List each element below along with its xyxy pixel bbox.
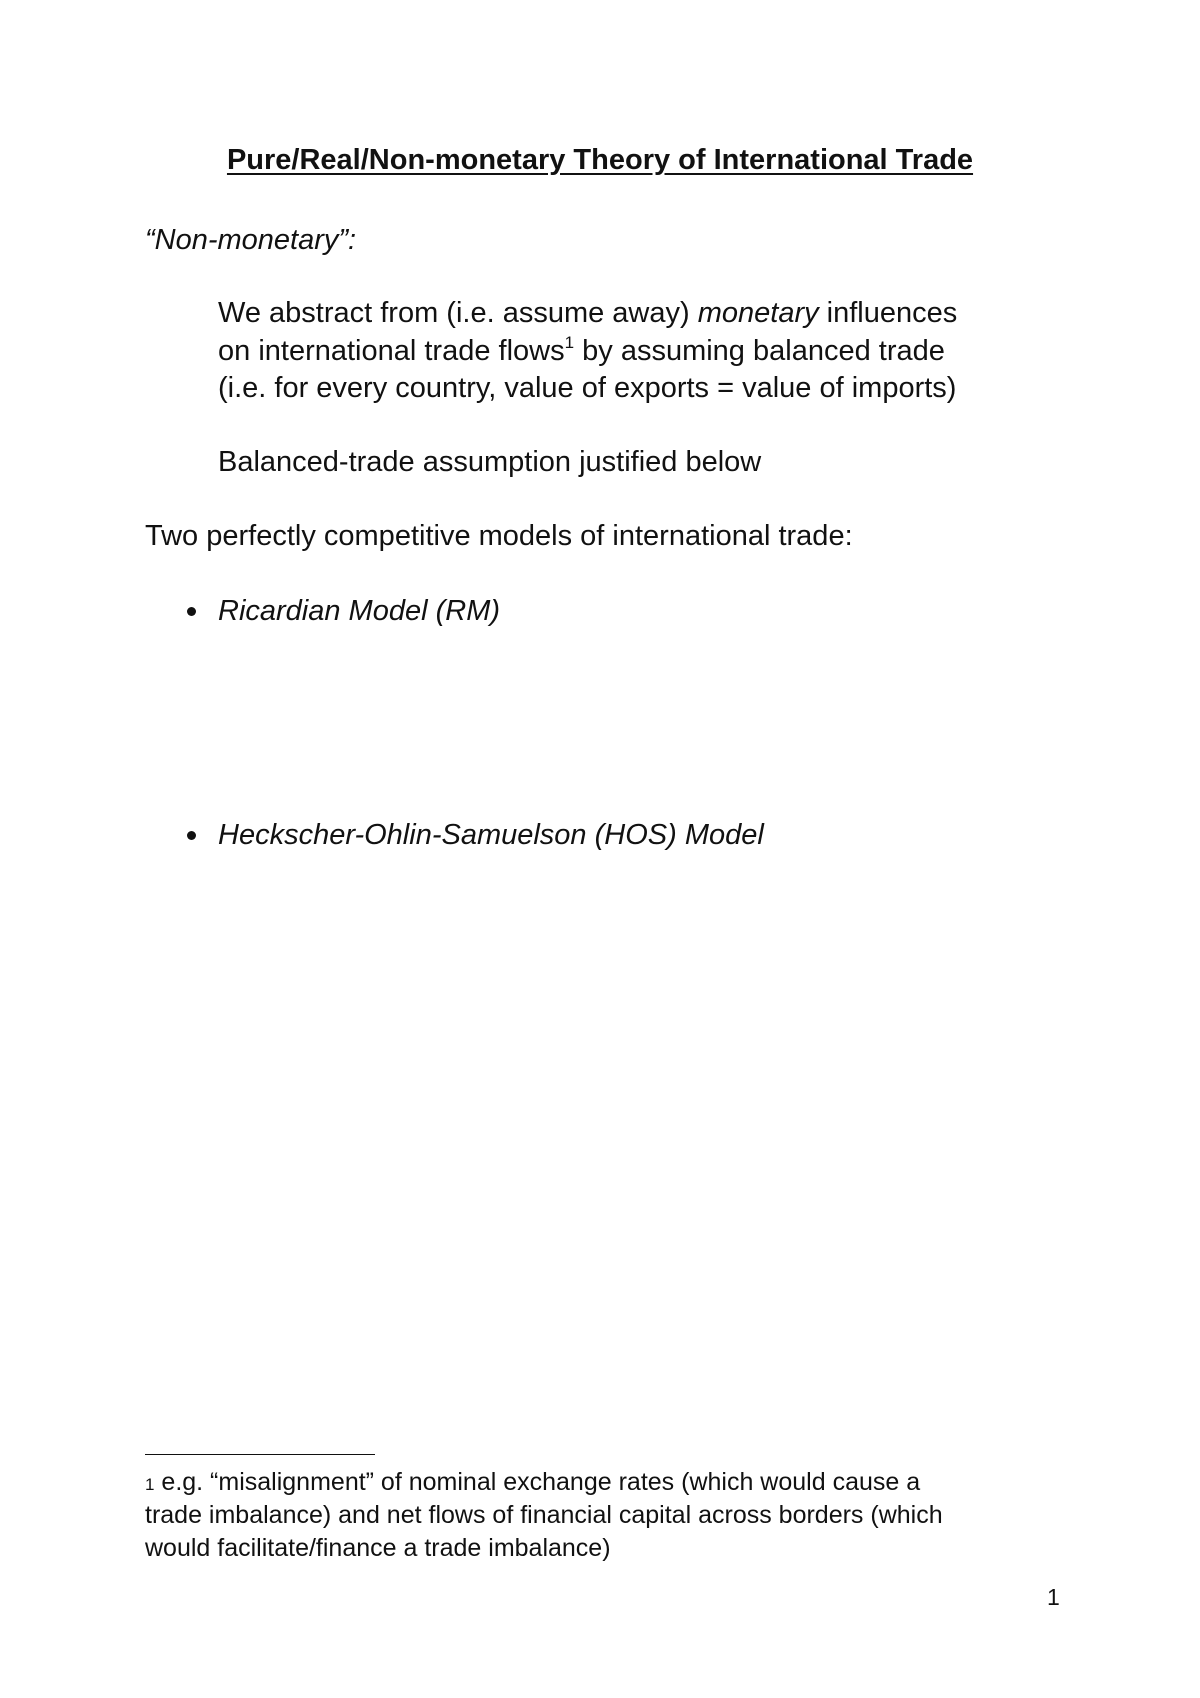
bullet-icon [187, 607, 196, 616]
intro-line-2-text: on international trade flows [218, 335, 565, 367]
intro-line-2 [218, 333, 945, 370]
section-label: “Non-monetary”: [145, 224, 357, 256]
justification-text: Balanced-trade assumption justified below [218, 446, 762, 478]
models-intro: Two perfectly competitive models of international trade: [145, 520, 853, 552]
intro-line-1 [218, 295, 957, 332]
intro-emphasis: monetary [697, 297, 819, 329]
footnote-line-1-text: e.g. “misalignment” of nominal exchange rates (which would cause a [154, 1468, 921, 1496]
model-item-ricardian: Ricardian Model (RM) [218, 595, 501, 627]
footnote-reference: 1 [564, 333, 575, 352]
intro-line-1-end: influences [818, 297, 958, 329]
footnote-separator [145, 1454, 375, 1455]
bullet-icon [187, 831, 196, 840]
footnote-mark: 1 [145, 1475, 155, 1494]
footnote-line-3: would facilitate/finance a trade imbalance) [145, 1534, 611, 1562]
model-item-hos: Heckscher-Ohlin-Samuelson (HOS) Model [218, 819, 764, 851]
footnote-line-2: trade imbalance) and net flows of financial capital across borders (which [145, 1501, 943, 1529]
intro-line-3: (i.e. for every country, value of exports = value of imports) [218, 372, 957, 404]
intro-line-1-text: We abstract from (i.e. assume away) [218, 297, 698, 329]
page-number: 1 [1047, 1584, 1060, 1610]
footnote-line-1 [145, 1466, 920, 1501]
intro-line-2-end: by assuming balanced trade [574, 335, 945, 367]
page-title: Pure/Real/Non-monetary Theory of International Trade [226, 144, 974, 176]
